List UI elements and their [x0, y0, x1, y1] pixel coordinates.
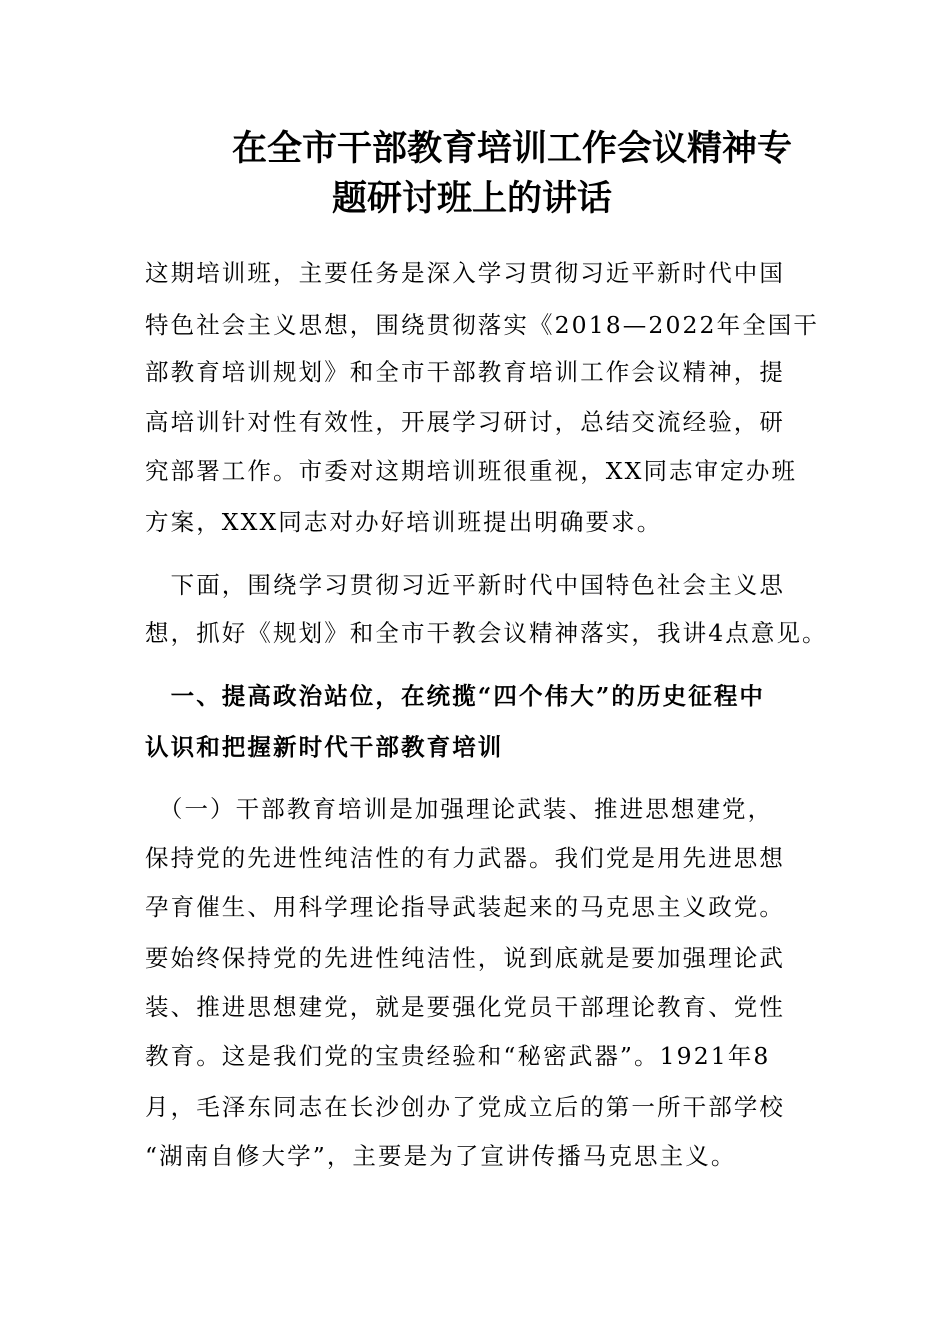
body-line: 装、推进思想建党，就是要强化党员干部理论教育、党性 [145, 993, 785, 1021]
body-line: 月，毛泽东同志在长沙创办了党成立后的第一所干部学校 [145, 1093, 785, 1121]
section-heading-line: 认识和把握新时代干部教育培训 [145, 733, 504, 761]
body-line: 高培训针对性有效性，开展学习研讨，总结交流经验，研 [145, 408, 785, 436]
body-line: 下面，围绕学习贯彻习近平新时代中国特色社会主义思 [145, 571, 785, 599]
body-line: 这期培训班，主要任务是深入学习贯彻习近平新时代中国 [145, 259, 785, 287]
body-line: 方案，XXX同志对办好培训班提出明确要求。 [145, 508, 663, 536]
body-line: 教育。这是我们党的宝贵经验和“秘密武器”。1921年8 [145, 1042, 771, 1070]
body-line: 保持党的先进性纯洁性的有力武器。我们党是用先进思想 [145, 844, 785, 872]
body-line: 孕育催生、用科学理论指导武装起来的马克思主义政党。 [145, 893, 785, 921]
section-heading-line: 一、提高政治站位，在统揽“四个伟大”的历史征程中 [145, 682, 766, 710]
body-line: 部教育培训规划》和全市干部教育培训工作会议精神，提 [145, 358, 785, 386]
body-line: 想，抓好《规划》和全市干教会议精神落实，我讲4点意见。 [145, 619, 828, 647]
body-line: 要始终保持党的先进性纯洁性，说到底就是要加强理论武 [145, 944, 785, 972]
document-title-line-1: 在全市干部教育培训工作会议精神专 [232, 128, 793, 169]
body-line: 究部署工作。市委对这期培训班很重视，XX同志审定办班 [145, 457, 798, 485]
document-title-line-2: 题研讨班上的讲话 [332, 178, 613, 219]
body-line: 特色社会主义思想，围绕贯彻落实《2018—2022年全国干 [145, 311, 820, 339]
body-line: “湖南自修大学”，主要是为了宣讲传播马克思主义。 [145, 1142, 737, 1170]
body-line: （一）干部教育培训是加强理论武装、推进思想建党， [145, 795, 774, 823]
